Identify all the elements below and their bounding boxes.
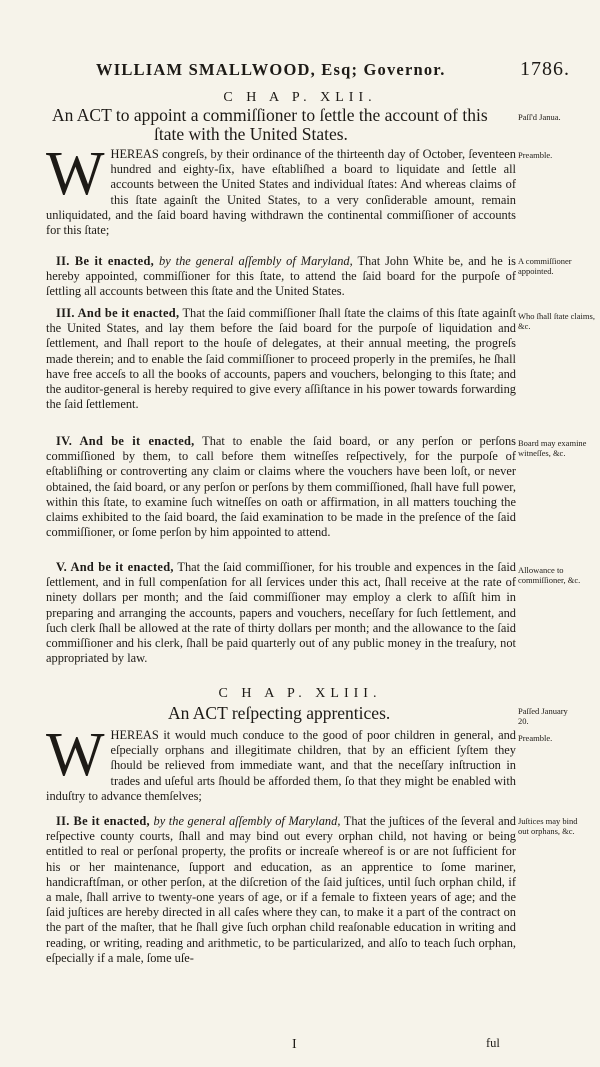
margin-note-passed-42: Paſſ'd Janua. (518, 112, 561, 122)
margin-note-passed-43: Paſſed January 20. (518, 706, 568, 726)
section-text: That to enable the ſaid board, or any perſon or perſons commiſſioned by them, to call before them witneſſes reſpectively, for the purpoſe of eſtabliſhing or controverting any claim or claims where the vouchers have been loſt, or never obtained, the ſaid board, or any perſon or perſons by them commiſſioned, ſhall have full power, within this ſtate, to examine ſuch witneſſes on oath or affirmation, in all matters touching the claims exhibited to the ſaid board, the ſaid examination to be made in the preſence of the ſaid commiſſioner, or ſome perſon by him appointed to attend. (46, 434, 517, 540)
act-title-43: An ACT reſpecting apprentices. (168, 703, 391, 723)
catchword: ful (486, 1036, 500, 1050)
drop-cap-42: W (46, 140, 105, 208)
drop-cap-43: W (46, 721, 105, 789)
enacting-authority: by the general aſſembly of Maryland, (153, 814, 341, 828)
section-text: That John White be, and he is hereby appointed, commiſſioner for this ſtate, to attend the ſaid board for the purpoſe of ſettling all accounts between this ſtate and the United States. (46, 254, 516, 299)
section-43-2 (46, 814, 516, 1030)
chapter-label-43: C H A P. XLIII. (218, 686, 382, 701)
margin-note-43-2: Juſtices may bind out orphans, &c. (518, 816, 578, 836)
section-text: That the ſaid commiſſioner ſhall ſtate the claims of this ſtate againſt the United States, and lay them before the ſaid board for the purpoſe of liquidation and ſettlement, and ſhall report to the houſe of delegates, at their annual meeting, the progreſs made therein; and to enable the ſaid commiſſioner to proceed properly in the premiſes, he ſhall have free acceſs to all the books of accounts, papers and vouchers, belonging to this ſtate; and the auditor-general is hereby required to give every aſſiſtance in his power towards forwarding the ſaid ſettlement. (46, 306, 517, 412)
enacting-clause: IV. And be it enacted, (56, 434, 195, 448)
page-year: 1786. (520, 58, 570, 80)
margin-note-42-3: Who ſhall ſtate claims, &c. (518, 311, 595, 331)
preamble-42 (46, 140, 516, 251)
margin-note-preamble-42: Preamble. (518, 150, 553, 160)
act-title-42-line1: An ACT to appoint a commiſſioner to ſettle the account of this (52, 105, 488, 125)
preamble-43-text: HEREAS it would much conduce to the good of poor children in general, and eſpecially orphans and illegitimate children, that by an efficient ſyſtem they ſhould be relieved from immediate want, and that the neceſſary inſtruction in trades and uſeful arts ſhould be afforded them, ſo that they might be enabled with induſtry to advance themſelves; (46, 728, 516, 803)
running-head: WILLIAM SMALLWOOD, Esq; Governor. (96, 60, 446, 79)
section-42-4 (46, 434, 516, 556)
enacting-clause: V. And be it enacted, (56, 560, 174, 574)
section-42-5 (46, 560, 516, 682)
enacting-authority: by the general aſſembly of Maryland, (159, 254, 353, 268)
act-title-42-line2: ſtate with the United States. (154, 124, 348, 144)
preamble-43 (46, 721, 516, 808)
signature-mark: I (292, 1037, 297, 1052)
section-42-3 (46, 306, 516, 428)
enacting-clause: II. Be it enacted, (56, 254, 155, 268)
chapter-label-42: C H A P. XLII. (223, 90, 377, 105)
enacting-clause: III. And be it enacted, (56, 306, 180, 320)
margin-note-42-5: Allowance to commiſſioner, &c. (518, 565, 581, 585)
section-text: That the ſaid commiſſioner, for his trouble and expences in the ſaid ſettlement, and in full compenſation for all ſervices under this act, ſhall receive at the rate of ninety dollars per month; and the ſaid commiſſioner may employ a clerk to aſſiſt him in preparing and arranging the accounts, papers and vouchers, neceſſary for ſuch ſettlement, and ſuch clerk ſhall be allowed at the rate of thirty dollars per month; and the allowance to the ſaid commiſſioner and his clerk, ſhall be paid quarterly out of any public money in the treaſury, not appropriated by law. (46, 560, 517, 666)
section-42-2 (46, 254, 516, 302)
enacting-clause: II. Be it enacted, (56, 814, 150, 828)
margin-note-42-2: A commiſſioner appointed. (518, 256, 572, 276)
preamble-42-text: HEREAS congreſs, by their ordinance of the thirteenth day of October, ſeventeen hundred and eighty-ſix, have eſtabliſhed a board to liquidate and ſettle all accounts between the United States and individual ſtates: And whereas claims of this ſtate againſt the United States, to a very conſiderable amount, remain unliquidated, and the ſaid board having withdrawn the continental commiſſioner of accounts for this ſtate; (46, 147, 516, 238)
margin-note-preamble-43: Preamble. (518, 733, 553, 743)
section-text: That the juſtices of the ſeveral and reſpective county courts, ſhall and may bind out every orphan child, not having or being entitled to real or perſonal property, the profits or increaſe whereof is or are not ſufficient for his or her maintenance, ſupport and education, as an apprentice to ſome mariner, handicraftſman, or other perſon, at the diſcretion of the ſaid juſtices, until ſuch orphan child, if a male, ſhall arrive to twenty-one years of age, or if a female to fixteen years of age; and the ſaid juſtices are hereby directed in all caſes where they can, to make it a part of the contract on the part of the maſter, that he ſhall give ſuch orphan child reaſonable education in writing and reading, or writing, reading and arithmetic, to be particularized, and alſo to teach ſuch orphan, eſpecially if a male, ſome uſe- (46, 814, 516, 965)
margin-note-42-4: Board may examine witneſſes, &c. (518, 438, 587, 458)
